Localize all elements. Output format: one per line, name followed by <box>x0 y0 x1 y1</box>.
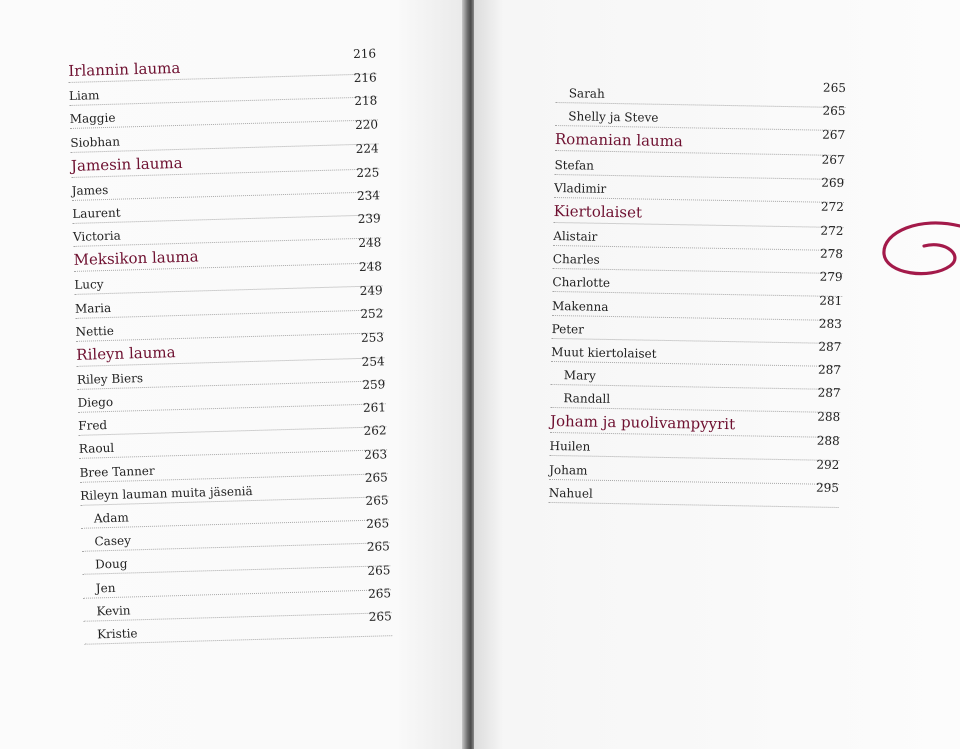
toc-page-number: 218 <box>354 93 378 109</box>
toc-page-number: 267 <box>821 152 845 167</box>
toc-page-number: 295 <box>815 480 840 495</box>
toc-entry-label: Nettie <box>75 323 115 339</box>
toc-entry-label: Makenna <box>551 298 609 314</box>
toc-entry-label: Meksikon lauma <box>73 247 199 270</box>
toc-entry-label: Joham ja puolivampyyrit <box>549 412 736 434</box>
toc-page-number: 252 <box>360 305 384 321</box>
toc-page-number: 287 <box>818 339 842 354</box>
toc-entry-label: Maria <box>74 300 112 316</box>
toc-entry-label: Liam <box>68 88 100 104</box>
toc-page-number: 279 <box>819 269 843 285</box>
toc-list-left <box>68 46 392 644</box>
toc-page-number: 265 <box>368 609 392 624</box>
toc-page-number: 248 <box>358 259 383 275</box>
toc-entry-label: Raoul <box>78 441 115 457</box>
toc-page-number: 267 <box>822 128 846 143</box>
toc-page-number: 265 <box>365 493 389 508</box>
toc-page-number: 265 <box>822 104 846 119</box>
toc-entry-label: Shelly ja Steve <box>568 109 659 126</box>
toc-entry-label: Charlotte <box>552 275 611 291</box>
swirl-icon <box>880 214 960 284</box>
toc-entry-label: Fred <box>78 418 108 434</box>
toc-page-number: 253 <box>360 329 385 345</box>
toc-page-number: 259 <box>362 377 386 392</box>
toc-page-number: 261 <box>362 400 387 416</box>
toc-entry-label: Kevin <box>96 603 131 619</box>
toc-entry-label: Randall <box>563 391 611 407</box>
toc-page-number: 288 <box>816 434 840 449</box>
toc-entry-label: Bree Tanner <box>79 463 155 480</box>
toc-entry-label: Kristie <box>96 626 138 642</box>
toc-entry-label: Joham <box>549 462 588 478</box>
toc-page-number: 265 <box>367 562 391 578</box>
toc-entry-label: Charles <box>552 252 600 267</box>
toc-entry-label: James <box>71 182 109 198</box>
toc-entry-label: Romanian lauma <box>554 130 683 151</box>
toc-page-number: 292 <box>816 457 840 472</box>
toc-page-number: 278 <box>819 246 844 262</box>
toc-entry-label: Maggie <box>69 111 116 127</box>
right-page <box>474 0 960 749</box>
toc-entry-label: Lucy <box>74 277 104 293</box>
toc-entry-label: Jen <box>95 580 116 595</box>
toc-entry-label: Stefan <box>554 157 595 173</box>
toc-entry-label: Peter <box>551 321 585 337</box>
toc-page-number: 216 <box>352 46 377 62</box>
toc-entry-label: Siobhan <box>70 134 121 150</box>
toc-page-number: 248 <box>358 235 382 251</box>
toc-entry-label: Huilen <box>549 439 591 455</box>
toc-entry-label: Sarah <box>568 86 605 102</box>
toc-page-number: 281 <box>819 293 843 308</box>
toc-page-number: 269 <box>821 175 845 190</box>
toc-entry-label: Casey <box>94 533 132 549</box>
toc-page-number: 265 <box>366 516 390 532</box>
toc-page-number: 288 <box>817 409 841 425</box>
toc-entry-label: Rileyn lauman muita jäseniä <box>80 483 253 503</box>
toc-page-number: 239 <box>357 211 381 227</box>
toc-page-number: 262 <box>363 423 387 439</box>
toc-page-number: 263 <box>364 446 388 462</box>
toc-entry-label: Kiertolaiset <box>553 201 643 222</box>
toc-entry-label: Riley Biers <box>76 370 144 387</box>
toc-page-number: 220 <box>354 116 379 132</box>
toc-entry <box>549 480 839 508</box>
toc-page-number: 265 <box>366 539 390 555</box>
toc-entry-label: Victoria <box>72 228 121 245</box>
toc-page-number: 265 <box>364 470 389 485</box>
toc-page-number: 287 <box>817 362 842 378</box>
toc-page-number: 224 <box>355 140 379 156</box>
toc-entry-label: Rileyn lauma <box>76 342 176 364</box>
toc-page-number: 287 <box>817 385 841 401</box>
toc-page-number: 249 <box>359 282 383 298</box>
toc-list-right <box>549 80 846 508</box>
toc-page-number: 272 <box>820 199 844 214</box>
toc-entry-label: Jamesin lauma <box>70 153 183 175</box>
toc-entry-label: Doug <box>94 556 128 572</box>
toc-entry-label: Vladimir <box>553 180 607 196</box>
toc-entry-label: Nahuel <box>548 485 593 501</box>
toc-page-number: 234 <box>356 188 381 203</box>
toc-page-number: 254 <box>361 354 385 369</box>
toc-entry-label: Alistair <box>553 228 598 244</box>
toc-page-number: 216 <box>353 70 377 86</box>
toc-entry-label: Mary <box>563 368 596 383</box>
toc-page-number: 225 <box>356 165 380 180</box>
toc-page-number: 272 <box>820 223 844 238</box>
toc-entry-label: Diego <box>77 394 114 410</box>
toc-page-number: 283 <box>818 316 842 331</box>
toc-entry-label: Laurent <box>72 205 121 221</box>
toc-page-number: 265 <box>367 585 392 601</box>
toc-page-number: 265 <box>822 80 847 96</box>
toc-entry-label: Adam <box>93 510 129 526</box>
left-page <box>0 0 466 749</box>
toc-entry-label: Irlannin lauma <box>68 58 181 80</box>
toc-entry-label: Muut kiertolaiset <box>551 344 657 361</box>
